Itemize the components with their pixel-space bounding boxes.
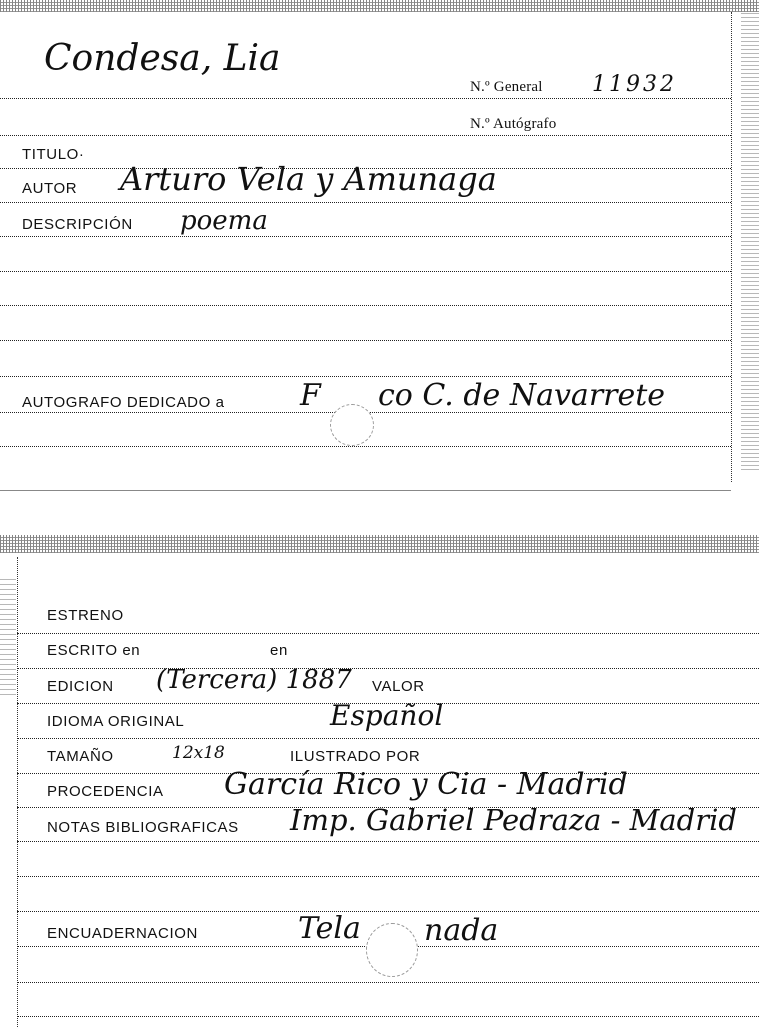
catalog-card-back bbox=[0, 535, 759, 1028]
dedicated-label: AUTOGRAFO DEDICADO a bbox=[22, 394, 225, 411]
rule-11 bbox=[0, 446, 731, 447]
size-value: 12x18 bbox=[172, 743, 225, 763]
catalog-card-front bbox=[0, 0, 759, 495]
written-in-second-label: en bbox=[270, 642, 288, 659]
erasure-mark bbox=[366, 923, 418, 977]
rule-11 bbox=[17, 982, 759, 983]
author-value: Arturo Vela y Amunaga bbox=[120, 160, 497, 198]
autograph-number-label: N.º Autógrafo bbox=[470, 116, 557, 132]
rule-7 bbox=[17, 841, 759, 842]
card-bottom-edge bbox=[0, 490, 731, 491]
binding-value-end: nada bbox=[424, 913, 499, 948]
rule-9 bbox=[0, 376, 731, 377]
value-label: VALOR bbox=[372, 678, 425, 695]
bibliographic-notes-value: Imp. Gabriel Pedraza - Madrid bbox=[290, 803, 737, 837]
provenance-label: PROCEDENCIA bbox=[47, 783, 164, 800]
dedicated-value-end: co C. de Navarrete bbox=[378, 378, 666, 413]
rule-2 bbox=[0, 135, 731, 136]
provenance-value: García Rico y Cia - Madrid bbox=[224, 767, 628, 802]
scan-noise-top bbox=[0, 0, 759, 12]
dedicated-value-start: F bbox=[300, 378, 321, 413]
size-label: TAMAÑO bbox=[47, 748, 114, 765]
rule-8 bbox=[17, 876, 759, 877]
edition-value: (Tercera) 1887 bbox=[156, 665, 352, 695]
erasure-mark bbox=[330, 404, 374, 446]
binding-label: ENCUADERNACION bbox=[47, 925, 198, 942]
card-right-border bbox=[731, 12, 732, 482]
scan-noise-left bbox=[0, 575, 16, 695]
edition-label: EDICION bbox=[47, 678, 114, 695]
illustrated-by-label: ILUSTRADO POR bbox=[290, 748, 421, 765]
general-number-value: 11932 bbox=[592, 72, 677, 97]
binding-value-start: Tela bbox=[298, 911, 361, 946]
rule-6 bbox=[0, 271, 731, 272]
card-left-border bbox=[17, 557, 18, 1027]
rule-12 bbox=[17, 1016, 759, 1017]
rule-4 bbox=[0, 202, 731, 203]
author-label: AUTOR bbox=[22, 180, 78, 197]
rule-1 bbox=[17, 633, 759, 634]
rule-2 bbox=[17, 668, 759, 669]
rule-5 bbox=[0, 236, 731, 237]
premiere-label: ESTRENO bbox=[47, 607, 124, 624]
title-label: TITULO· bbox=[22, 146, 85, 163]
bibliographic-notes-label: NOTAS BIBLIOGRAFICAS bbox=[47, 819, 239, 836]
original-language-label: IDIOMA ORIGINAL bbox=[47, 713, 185, 730]
rule-7 bbox=[0, 305, 731, 306]
written-in-label: ESCRITO en bbox=[47, 642, 141, 659]
rule-4 bbox=[17, 738, 759, 739]
description-value: poema bbox=[180, 206, 268, 236]
scan-noise-top bbox=[0, 535, 759, 553]
original-language-value: Español bbox=[330, 699, 444, 732]
scan-noise-right bbox=[741, 10, 759, 470]
rule-9 bbox=[17, 911, 759, 912]
description-label: DESCRIPCIÓN bbox=[22, 216, 133, 233]
general-number-label: N.º General bbox=[470, 79, 543, 95]
handwritten-heading: Condesa, Lia bbox=[44, 38, 281, 79]
rule-1 bbox=[0, 98, 731, 99]
rule-8 bbox=[0, 340, 731, 341]
